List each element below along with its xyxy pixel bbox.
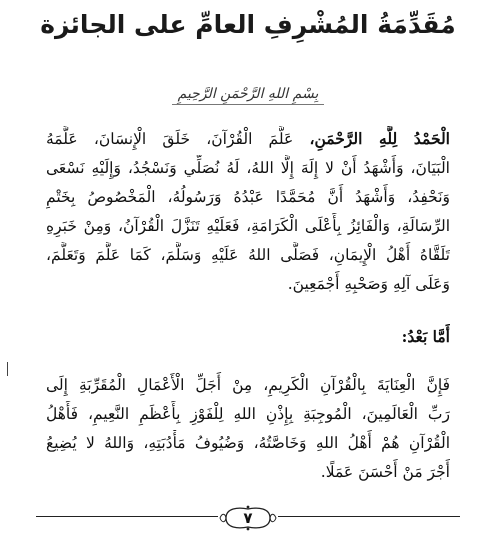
basmala-calligraphy	[0, 86, 496, 105]
footer-rule-left	[36, 516, 218, 517]
amma-badu	[46, 324, 450, 350]
paragraph1-line-5: تَلَقَّاهُ أَهْلُ الْإِيمَانِ، فَصَلَّى اللهُ عَلَيْهِ وَسَلَّمَ، كَمَا عَلَّمَ وَتَعَلَّمَ،	[46, 246, 450, 264]
amma-badu-text: أَمَّا بَعْدُ:	[401, 327, 450, 346]
footer-rule-right	[278, 516, 460, 517]
paragraph2-line-4: أَجْرَ مَنْ أَحْسَنَ عَمَلًا.	[320, 463, 450, 481]
paragraph2-line-2: رَبِّ الْعَالَمِينَ، الْمُوجِبَةِ بِإِذْنِ اللهِ لِلْفَوْزِ بِأَعْظَمِ النَّعِيمِ، فَأَهْلُ	[46, 405, 450, 423]
hamd-opening: الْحَمْدُ لِلَّهِ الرَّحْمَنِ،	[309, 129, 450, 148]
paragraph2-line-3: الْقُرْآنِ هُمْ أَهْلُ اللهِ وَخَاصَّتُهُ، وَضُيُوفُ مَأْدُبَتِهِ، وَاللهُ لا يُضِيعُ	[46, 434, 450, 452]
page-title: مُقَدِّمَةُ المُشْرِفِ العامِّ على الجائزة	[40, 10, 456, 39]
paragraph1-line-1	[46, 126, 450, 152]
paragraph1-line-1-rest: عَلَّمَ الْقُرْآنَ، خَلَقَ الْإِنسَانَ، عَلَّمَهُ	[46, 130, 310, 148]
page-number: ٧	[243, 509, 253, 527]
basmala-text: بِسْمِ اللهِ الرَّحْمَنِ الرَّحِيمِ	[172, 86, 325, 105]
paragraph2-line-1: فَإِنَّ الْعِنَايَةَ بِالْقُرْآنِ الْكَرِيمِ، مِنْ أَجَلِّ الْأَعْمَالِ الْمُقَرِّبَةِ إِلَى	[46, 376, 450, 394]
paragraph1-line-6: وَعَلَى آلِهِ وَصَحْبِهِ أَجْمَعِينَ.	[287, 275, 450, 293]
margin-mark	[7, 362, 8, 376]
paragraph1-line-3: وَنَحْفِدُ، وَأَشْهَدُ أَنَّ مُحَمَّدًا عَبْدُهُ وَرَسُولُهُ، الْمَخْصُوصُ بِخَتْمِ	[46, 188, 450, 206]
paragraph1-line-2: الْبَيَانَ، وَأَشْهَدُ أَنْ لا إِلَهَ إِلَّا اللهُ، لَهُ نُصَلِّي وَنَسْجُدُ، وَإِلَيْهِ نَسْعَى	[46, 159, 450, 177]
paragraph1-line-4: الرِّسَالَةِ، وَالْفَائِزُ بِأَعْلَى الْكَرَامَةِ، فَعَلَيْهِ تَنَزَّلَ الْقُرْآنُ، وَمِنْ خَبَرِهِ	[46, 217, 450, 235]
